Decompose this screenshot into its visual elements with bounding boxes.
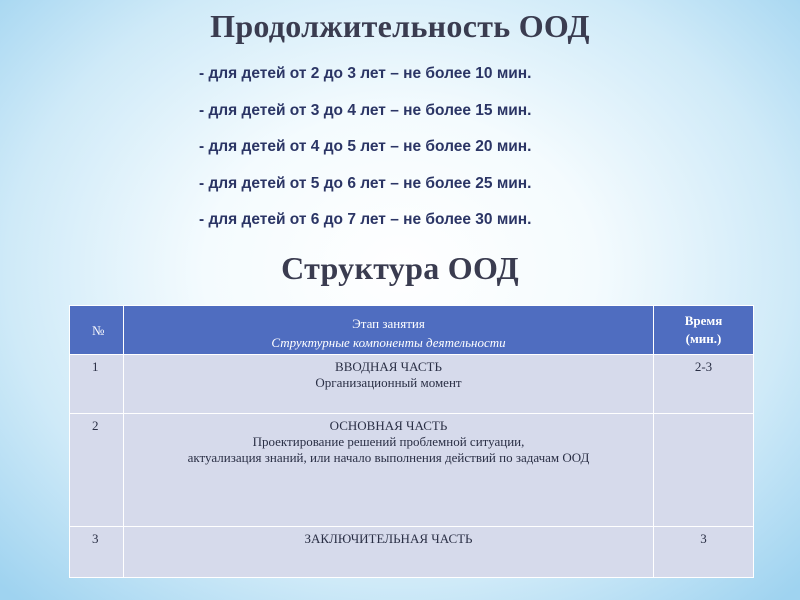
duration-list [199,60,531,243]
duration-item: - для детей от 2 до 3 лет – не более 10 мин. [199,65,532,82]
row-time [654,414,753,418]
stage-title: ЗАКЛЮЧИТЕЛЬНАЯ ЧАСТЬ [304,531,473,546]
row-time-cell [654,527,754,578]
row-time: 3 [700,531,707,546]
duration-item: - для детей от 5 до 6 лет – не более 25 мин. [199,174,532,192]
table-row [70,527,754,578]
header-num-label: № [92,323,105,338]
stage-description: актуализация знаний, или начало выполнения действий по задачам ООД [187,450,590,465]
row-num-cell [70,527,124,578]
row-num-cell [70,355,124,414]
row-time: 2-3 [694,359,713,374]
header-num-cell [70,306,124,355]
row-stage-cell [124,527,654,578]
row-stage-cell [124,414,654,527]
duration-item: - для детей от 4 до 5 лет – не более 20 мин. [199,138,532,155]
stage-description: Проектирование решений проблемной ситуации, [252,434,525,449]
header-stage-label: Этап занятия [352,316,425,331]
header-time-label: Время [684,313,723,328]
header-stage-cell [124,306,654,355]
row-time-cell [654,414,754,527]
page-title: Продолжительность ООД [210,8,590,44]
table-row [70,414,754,527]
structure-table [69,305,754,578]
row-num-cell [70,414,124,527]
row-num: 2 [92,418,99,433]
stage-title: ОСНОВНАЯ ЧАСТЬ [329,418,448,433]
duration-item: - для детей от 6 до 7 лет – не более 30 мин. [199,211,532,228]
stage-description: Организационный момент [315,375,462,390]
row-time-cell [654,355,754,414]
duration-item: - для детей от 3 до 4 лет – не более 15 мин. [199,101,532,119]
row-num: 3 [92,531,99,546]
row-stage-cell [124,355,654,414]
header-time-unit: (мин.) [685,331,722,346]
table-row [70,355,754,414]
header-stage-sublabel: Структурные компоненты деятельности [271,335,506,350]
stage-title: ВВОДНАЯ ЧАСТЬ [335,359,442,374]
row-num: 1 [92,359,99,374]
section-title: Структура ООД [281,250,519,286]
table-header-row [70,306,754,355]
header-time-cell [654,306,754,355]
